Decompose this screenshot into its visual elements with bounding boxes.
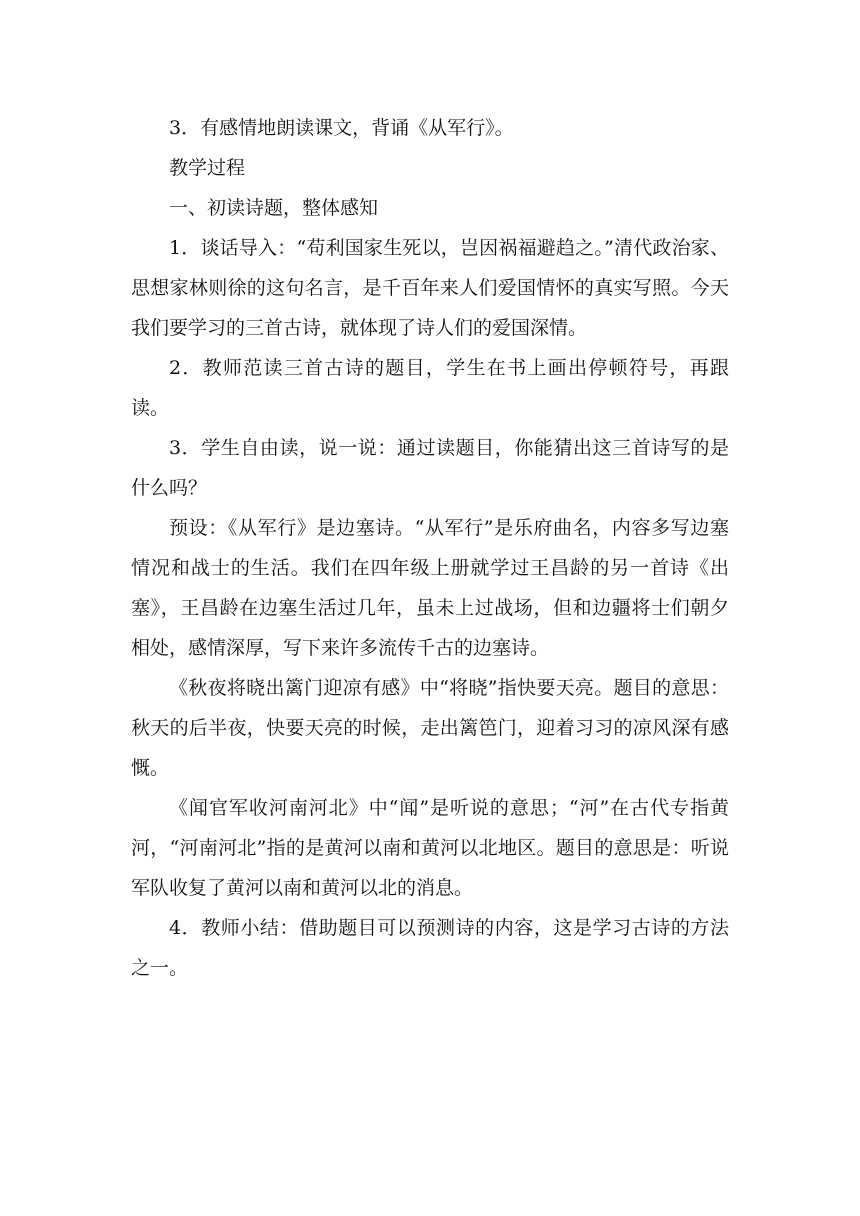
paragraph-qiuye: 《秋夜将晓出篱门迎凉有感》中“将晓”指快要天亮。题目的意思：秋天的后半夜，快要天亮的时候，走出篱笆门，迎着习习的凉风深有感慨。 [131,677,729,779]
subsection-heading-first-reading: 一、初读诗题，整体感知 [169,197,379,219]
section-heading-teaching-process: 教学过程 [169,157,246,179]
paragraph-step-2: 2．教师范读三首古诗的题目，学生在书上画出停顿符号，再跟读。 [131,357,729,419]
paragraph-step-4: 4．教师小结：借助题目可以预测诗的内容，这是学习古诗的方法之一。 [131,917,729,979]
paragraph-preset-congjunxing: 预设：《从军行》是边塞诗。“从军行”是乐府曲名，内容多写边塞情况和战士的生活。我们在四年级上册就学过王昌龄的另一首诗《出塞》，王昌龄在边塞生活过几年，虽未上过战场，但和边疆将士们朝夕相处，感情深厚，写下来许多流传千古的边塞诗。 [131,517,729,659]
document-body [131,108,729,988]
paragraph-wen-guanjun: 《闻官军收河南河北》中“闻”是听说的意思；“河”在古代专指黄河，“河南河北”指的是黄河以南和黄河以北地区。题目的意思是：听说军队收复了黄河以南和黄河以北的消息。 [131,797,729,899]
paragraph-step-1: 1．谈话导入：“苟利国家生死以，岂因祸福避趋之。”清代政治家、思想家林则徐的这句名言，是千百年来人们爱国情怀的真实写照。今天我们要学习的三首古诗，就体现了诗人们的爱国深情。 [131,237,729,339]
paragraph-step-3: 3．学生自由读，说一说：通过读题目，你能猜出这三首诗写的是什么吗？ [131,437,729,499]
paragraph-objective-3: 3．有感情地朗读课文，背诵《从军行》。 [169,117,514,139]
